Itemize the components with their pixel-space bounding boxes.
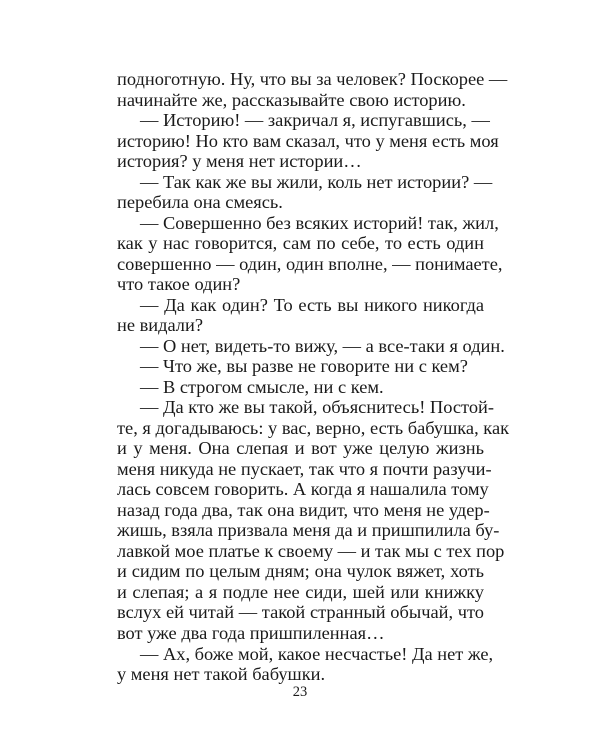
text-line: назад года два, так она видит, что меня не удер- <box>117 499 490 520</box>
text-line: и сидим по целым дням; она чулок вяжет, хоть <box>117 561 484 582</box>
text-line: лась совсем говорить. А когда я нашалила тому <box>117 479 489 500</box>
text-line: те, я догадываюсь: у вас, верно, есть бабушка, как <box>117 417 510 438</box>
text-line: история? у меня нет истории… <box>117 151 362 172</box>
text-line: историю! Но кто вам сказал, что у меня есть моя <box>117 130 499 151</box>
text-line: — Ах, боже мой, какое несчастье! Да нет же, <box>140 643 494 664</box>
text-line: совершенно — один, один вполне, — понимаете, <box>117 253 503 274</box>
text-line: — Да кто же вы такой, объяснитесь! Постой- <box>140 397 494 418</box>
text-line: что такое один? <box>117 274 241 295</box>
text-line: — Совершенно без всяких историй! так, жил, <box>140 212 499 233</box>
text-line: лавкой мое платье к своему — и так мы с тех пор <box>117 540 505 561</box>
text-line: начинайте же, рассказывайте свою историю. <box>117 89 466 110</box>
text-line: и у меня. Она слепая и вот уже целую жизнь <box>117 438 484 459</box>
text-line: у меня нет такой бабушки. <box>117 664 326 684</box>
text-line: перебила она смеясь. <box>117 192 283 213</box>
text-line: не видали? <box>117 315 203 336</box>
text-line: — Так как же вы жили, коль нет истории? — <box>140 171 493 192</box>
text-line: — Да как один? То есть вы никого никогда <box>140 294 484 315</box>
text-line: и слепая; а я подле нее сиди, шей или книжку <box>117 581 484 602</box>
page-number: 23 <box>292 684 308 700</box>
text-line: — Что же, вы разве не говорите ни с кем? <box>140 356 468 377</box>
text-line: — Историю! — закричал я, испугавшись, — <box>140 110 490 130</box>
text-line: подноготную. Ну, что вы за человек? Поскорее — <box>117 69 508 89</box>
text-line: меня никуда не пускает, так что я почти разучи- <box>117 458 492 479</box>
text-line: как у нас говорится, сам по себе, то есть один <box>117 233 484 254</box>
text-line: вслух ей читай — такой странный обычай, что <box>117 602 484 623</box>
text-line: жишь, взяла призвала меня да и пришпилила бу- <box>117 520 500 541</box>
text-line: — О нет, видеть-то вижу, — а все-таки я один. <box>140 335 505 356</box>
text-line: вот уже два года пришпиленная… <box>117 623 385 643</box>
text-line: — В строгом смысле, ни с кем. <box>140 376 384 397</box>
